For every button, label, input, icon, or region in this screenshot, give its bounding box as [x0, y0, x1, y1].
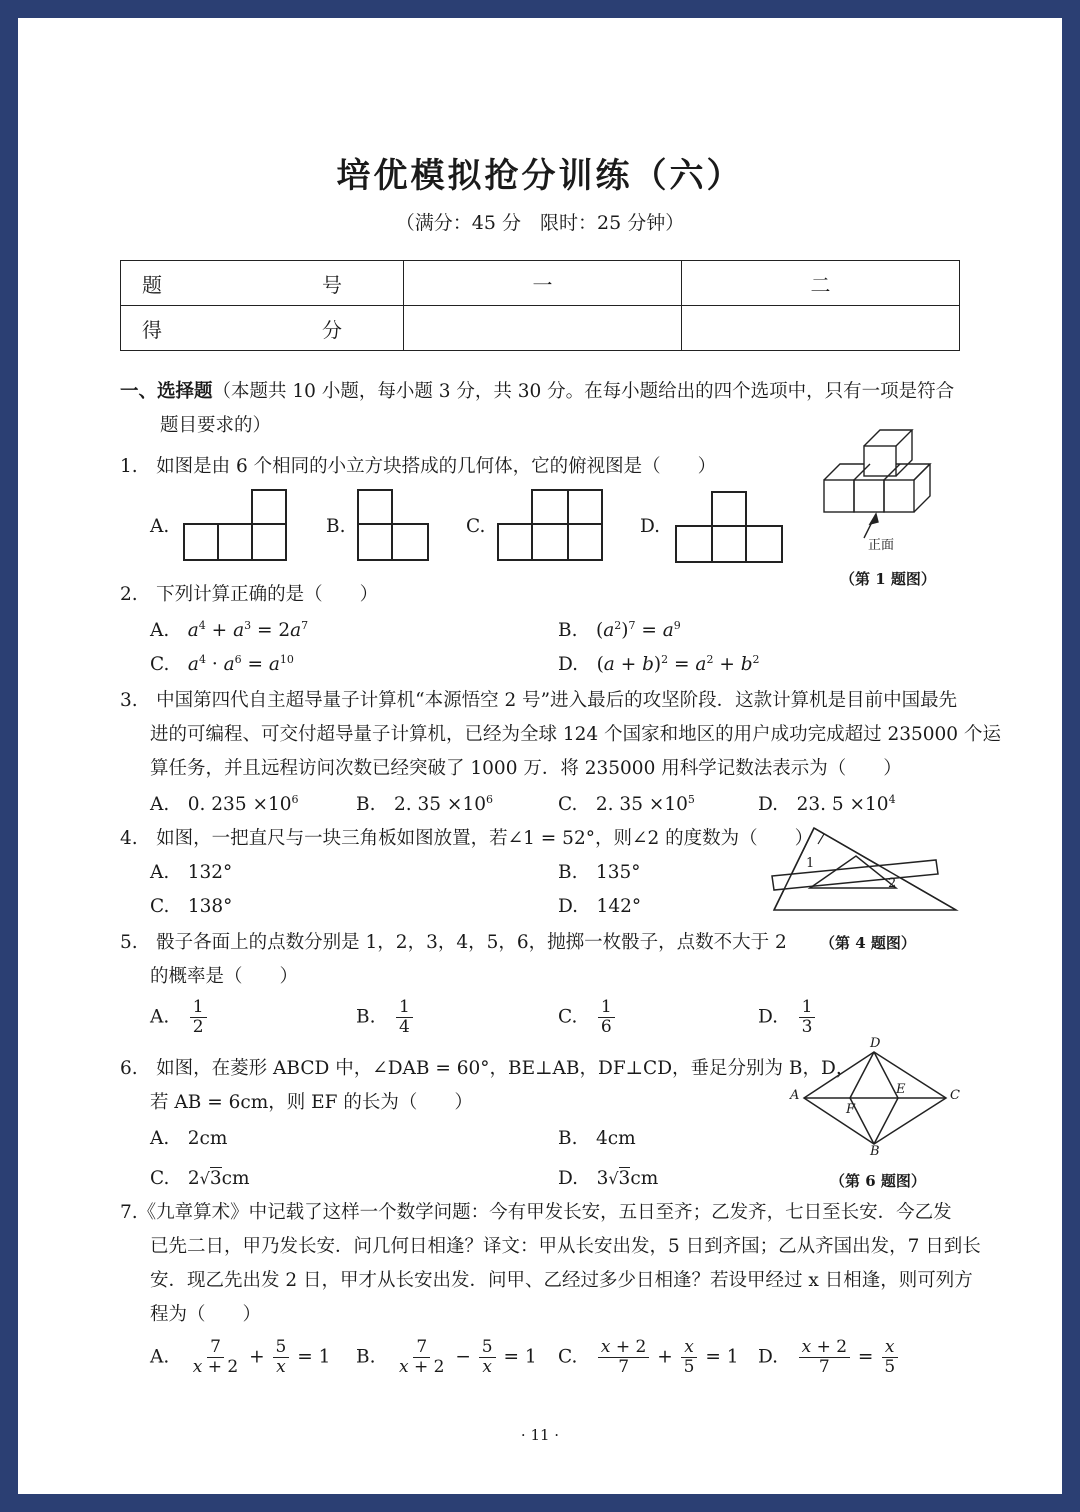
q2-d-label: D. [558, 654, 579, 675]
page-subtitle: （满分：45 分 限时：25 分钟） [395, 212, 685, 234]
section1-desc: （本题共 10 小题，每小题 3 分，共 30 分。在每小题给出的四个选项中，只有一项是符合 [212, 381, 955, 402]
exam-page [18, 18, 1062, 1494]
section1-heading: 一、选择题 [120, 381, 213, 402]
q1-figure-caption: （第 1 题图） [840, 570, 936, 588]
q3-line: 算任务，并且远程访问次数已经突破了 1000 万．将 235000 用科学记数法表示为（ ） [150, 758, 902, 779]
q6-line: 6. 如图，在菱形 ABCD 中，∠DAB = 60°，BE⊥AB，DF⊥CD，垂足分别为 B，D， [120, 1058, 855, 1079]
q6-label-b: B [870, 1144, 880, 1159]
q2-option-c: C. $a^4 \cdot a^6 = a^{10}$ [150, 652, 294, 675]
q3-option-a: A. 0. $235 \times 10^6$ [150, 792, 299, 815]
q1-stem: 1. 如图是由 6 个相同的小立方块搭成的几何体，它的俯视图是（ ） [120, 456, 717, 477]
q3-a-label: A. [150, 794, 170, 815]
page-title: 培优模拟抢分训练（六） [336, 156, 744, 196]
q5-d-label: D. [758, 1006, 779, 1028]
q2-option-d: D. $(a + b)^2 = a^2 + b^2$ [558, 652, 760, 675]
q3-line: 3. 中国第四代自主超导量子计算机“本源悟空 2 号”进入最后的攻坚阶段．这款计算机是目前中国最先 [120, 690, 958, 711]
q5-line: 的概率是（ ） [150, 966, 299, 987]
page-number: · 11 · [520, 1426, 560, 1444]
q6-d-label: D. [558, 1168, 579, 1189]
q5-b-den: 4 [399, 1017, 410, 1037]
q4-option-c: C. 138° [150, 896, 233, 917]
q7-a-label: A. [150, 1346, 170, 1368]
q6-figure-caption: （第 6 题图） [830, 1172, 926, 1190]
q6-label-f: F [846, 1102, 856, 1117]
q6-c-label: C. [150, 1168, 170, 1189]
score-header-label: 题 号 [121, 261, 404, 306]
q5-d-den: 3 [801, 1017, 813, 1037]
q4-angle-1-label: 1 [806, 856, 815, 871]
q1-option-a-label: A. [150, 516, 170, 537]
q1-option-b-label: B. [326, 516, 346, 537]
q1-option-d-label: D. [640, 516, 661, 537]
q6-label-d: D [870, 1036, 881, 1051]
q6-option-c: C. 2√3cm [150, 1168, 250, 1189]
q7-option-a: A. $\frac{7}{x + 2}$ + $\frac{5}{x}$ = 1 [150, 1337, 331, 1377]
q7-c-label: C. [558, 1346, 578, 1368]
q5-c-label: C. [558, 1006, 578, 1028]
q3-option-c: C. 2. $35 \times 10^5$ [558, 792, 695, 815]
q3-c-label: C. [558, 794, 578, 815]
q7-option-c: C. $\frac{x + 2}{7}$ + $\frac{x}{5}$ = 1 [558, 1337, 739, 1377]
q5-a-num: 1 [190, 998, 207, 1018]
score-row-label: 得 分 [121, 306, 404, 351]
section1-desc-cont: 题目要求的） [160, 415, 272, 436]
q1-option-c-label: C. [466, 516, 486, 537]
q4-option-a: A. 132° [150, 862, 233, 883]
q6-label-c: C [950, 1088, 960, 1103]
q5-b-num: 1 [396, 998, 413, 1018]
q4-stem: 4. 如图，一把直尺与一块三角板如图放置，若∠1 = 52°，则∠2 的度数为（ ） [120, 828, 814, 849]
q5-c-num: 1 [598, 998, 615, 1018]
q6-line: 若 AB = 6cm，则 EF 的长为（ ） [150, 1092, 473, 1113]
q6-option-b: B. 4cm [558, 1128, 636, 1149]
q3-option-b: B. 2. $35 \times 10^6$ [356, 792, 493, 815]
q7-d-label: D. [758, 1346, 779, 1368]
q7-line: 7.《九章算术》中记载了这样一个数学问题：今有甲发长安，五日至齐；乙发齐，七日至长安．今乙发 [120, 1202, 952, 1223]
q7-line: 安．现乙先出发 2 日，甲才从长安出发．问甲、乙经过多少日相逢？若设甲经过 x 日相逢，则可列方 [150, 1270, 973, 1291]
q2-b-label: B. [558, 620, 578, 641]
q4-angle-2-label: 2 [888, 876, 897, 891]
score-header-part2: 二 [682, 261, 960, 306]
q5-line: 5. 骰子各面上的点数分别是 1，2，3，4，5，6，抛掷一枚骰子，点数不大于 2 [120, 932, 787, 953]
q7-b-label: B. [356, 1346, 376, 1368]
q6-label-a: A [790, 1088, 800, 1103]
q7-line: 程为（ ） [150, 1304, 262, 1325]
q2-a-label: A. [150, 620, 170, 641]
q4-option-b: B. 135° [558, 862, 641, 883]
q4-figure-caption: （第 4 题图） [820, 934, 916, 952]
q5-a-label: A. [150, 1006, 170, 1028]
q6-option-a: A. 2cm [150, 1128, 228, 1149]
q2-option-b: B. $(a^2)^7 = a^9$ [558, 618, 681, 641]
q7-option-d: D. $\frac{x + 2}{7}$ = $\frac{x}{5}$ [758, 1338, 900, 1377]
q6-option-d: D. 3√3cm [558, 1168, 659, 1189]
q3-b-label: B. [356, 794, 376, 815]
q7-option-b: B. $\frac{7}{x + 2}$ − $\frac{5}{x}$ = 1 [356, 1337, 537, 1377]
q1-figure-label: 正面 [868, 538, 895, 553]
q2-option-a: A. $a^4 + a^3 = 2a^7$ [150, 618, 309, 641]
q4-option-d: D. 142° [558, 896, 642, 917]
q3-d-label: D. [758, 794, 779, 815]
q3-line: 进的可编程、可交付超导量子计算机，已经为全球 124 个国家和地区的用户成功完成超过 235000 个运 [150, 724, 1001, 745]
score-header-part1: 一 [404, 261, 682, 306]
q5-a-den: 2 [192, 1017, 204, 1037]
q6-label-e: E [896, 1082, 906, 1097]
q7-line: 已先二日，甲乃发长安．问几何日相逢？译文：甲从长安出发，5 日到齐国；乙从齐国出发，7 日到长 [150, 1236, 981, 1257]
q5-b-label: B. [356, 1006, 376, 1028]
q2-c-label: C. [150, 654, 170, 675]
q2-stem: 2. 下列计算正确的是（ ） [120, 584, 379, 605]
q6-line-df [850, 1052, 874, 1098]
q5-c-den: 6 [600, 1017, 612, 1037]
q5-d-num: 1 [799, 998, 816, 1018]
q3-option-d: D. 23. $5 \times 10^4$ [758, 792, 896, 815]
